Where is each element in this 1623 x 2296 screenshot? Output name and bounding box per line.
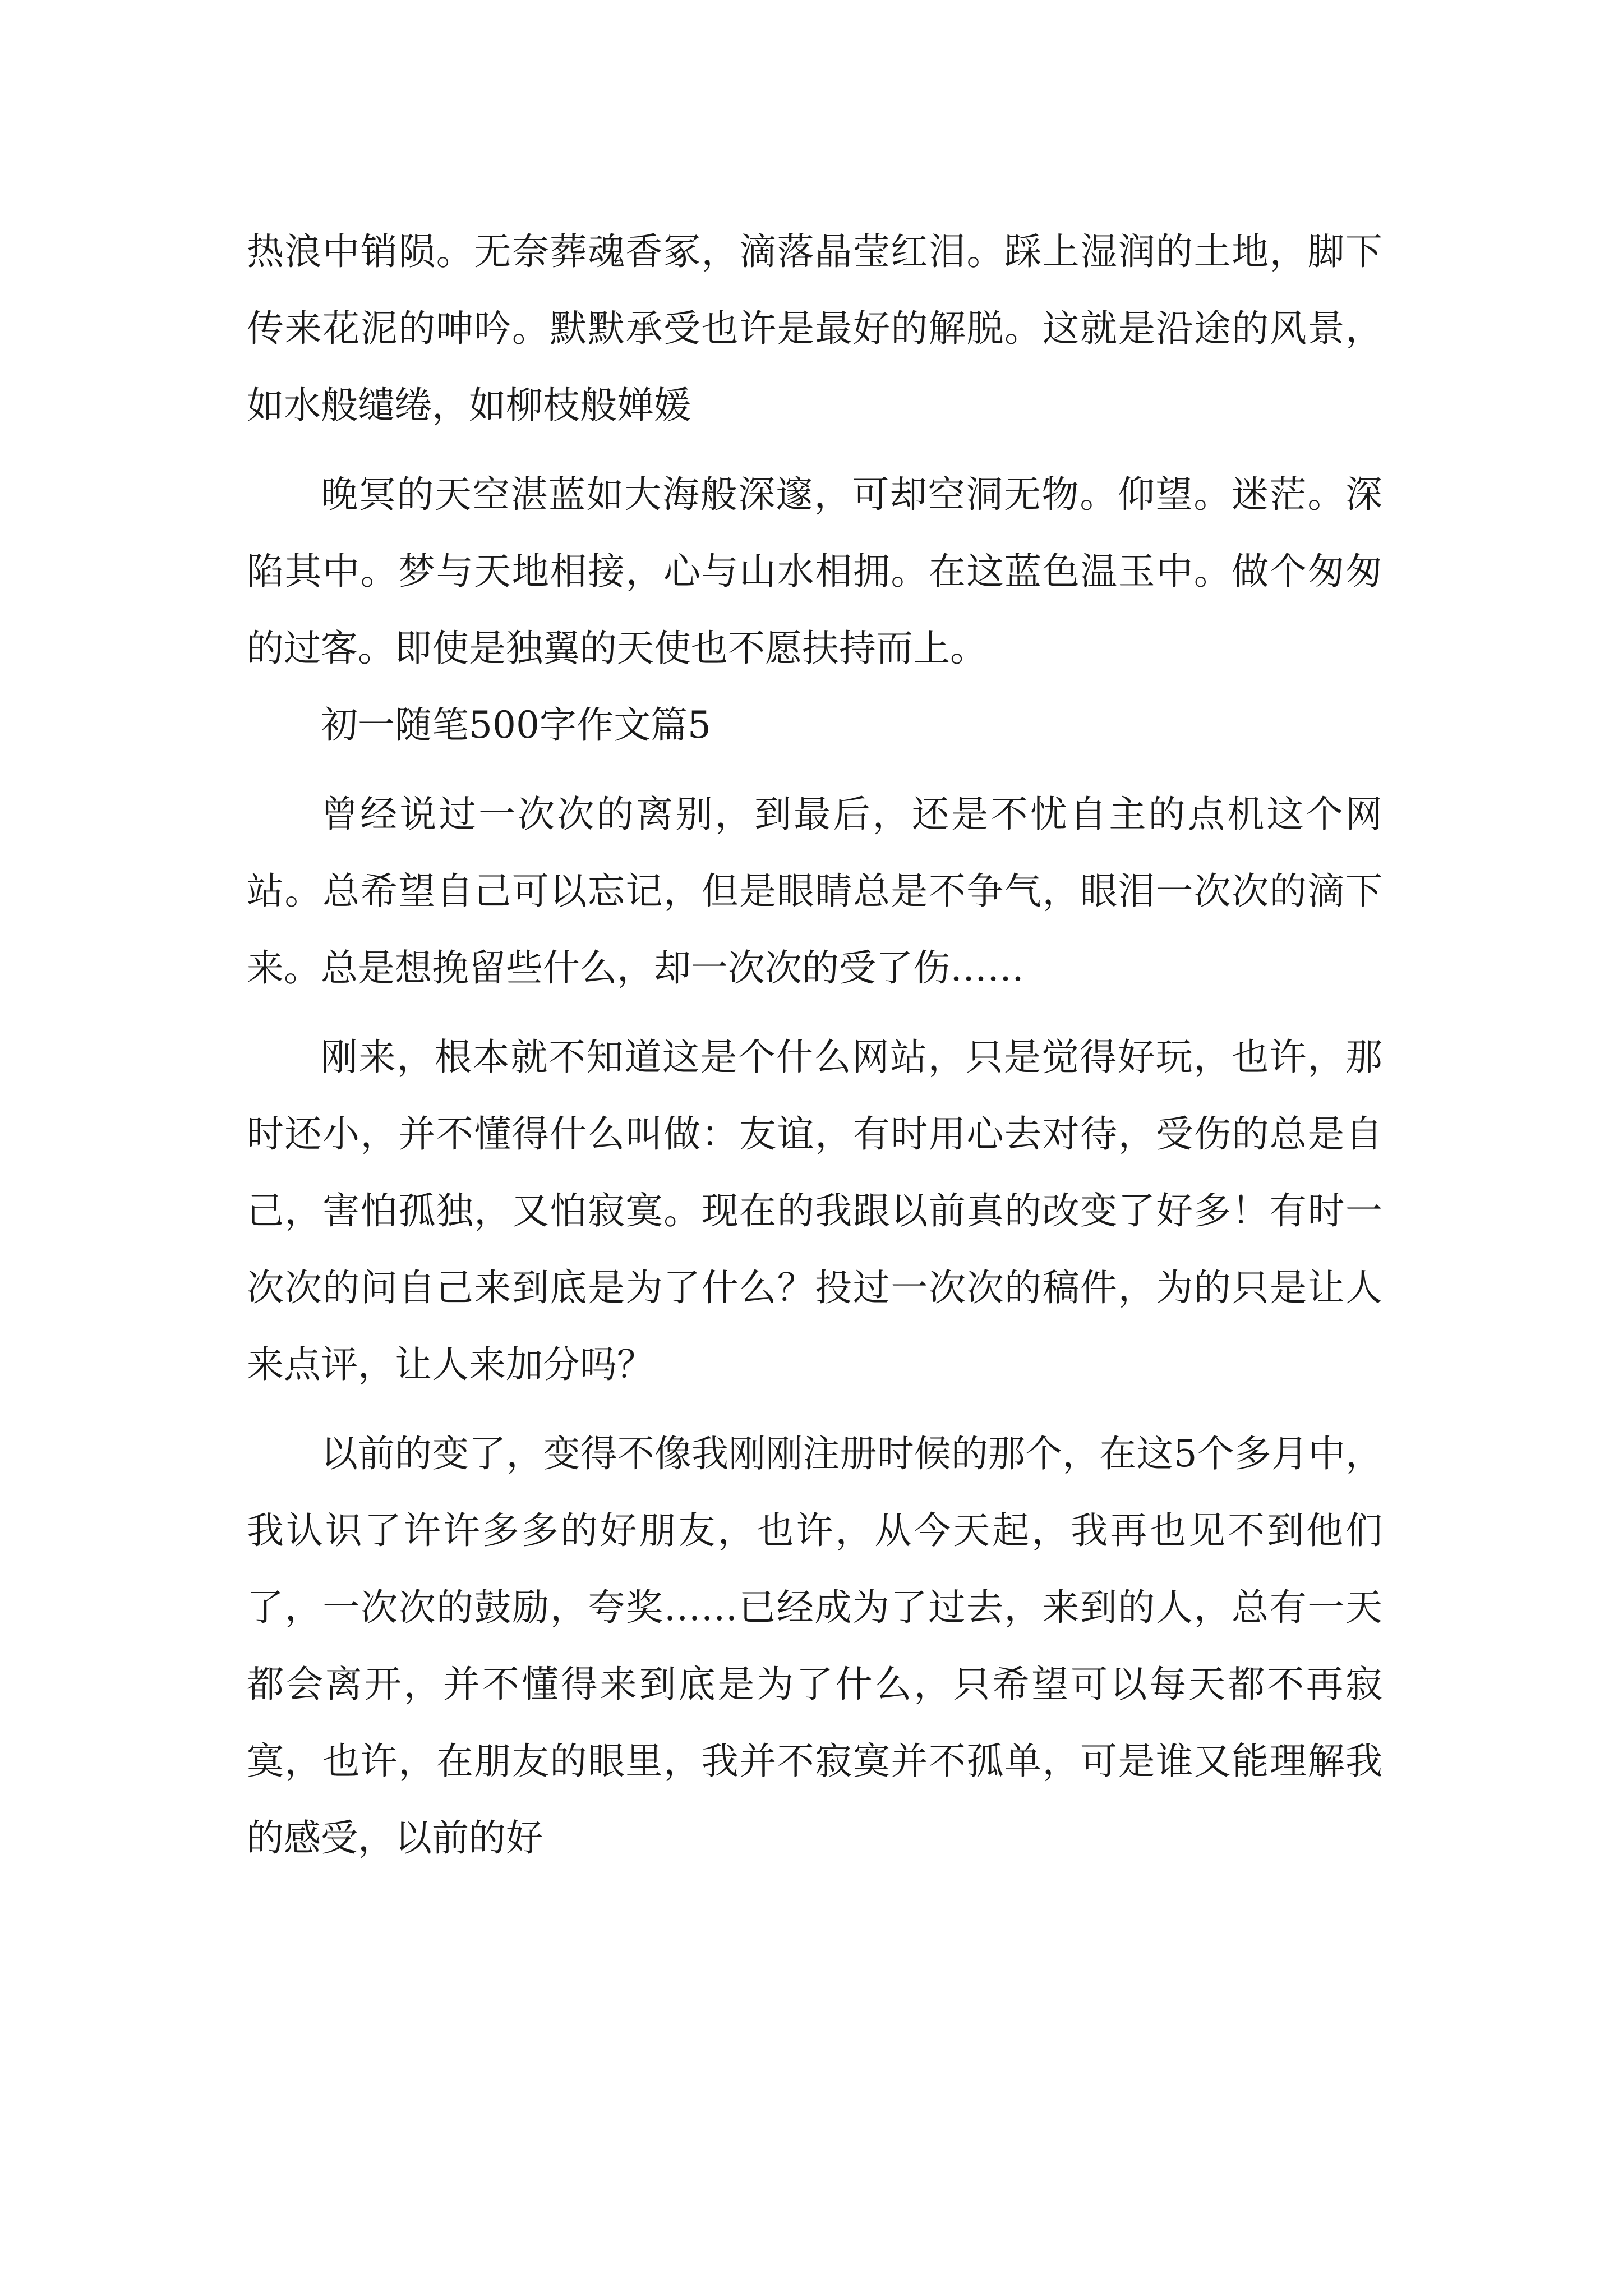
- paragraph-changes: 以前的变了，变得不像我刚刚注册时候的那个，在这5个多月中，我认识了许许多多的好朋友，也许，从今天起，我再也见不到他们了，一次次的鼓励，夸奖……已经成为了过去，来到的人，总有一天都会离开，并不懂得来到底是为了什么，只希望可以每天都不再寂寞，也许，在朋友的眼里，我并不寂寞并不孤单，可是谁又能理解我的感受，以前的好: [247, 1432, 1382, 1860]
- section-title: 初一随笔500字作文篇5: [321, 703, 711, 747]
- paragraph-farewell: 曾经说过一次次的离别，到最后，还是不忧自主的点机这个网站。总希望自己可以忘记，但是眼睛总是不争气，眼泪一次次的滴下来。总是想挽留些什么，却一次次的受了伤……: [247, 793, 1382, 990]
- paragraph-continued: 热浪中销陨。无奈葬魂香冢，滴落晶莹红泪。踩上湿润的土地，脚下传来花泥的呻吟。默默承受也许是最好的解脱。这就是沿途的风景，如水般缱绻，如柳枝般婵媛: [247, 230, 1382, 427]
- document-page: [247, 213, 1382, 1876]
- paragraph-sky: 晚冥的天空湛蓝如大海般深邃，可却空洞无物。仰望。迷茫。深陷其中。梦与天地相接，心与山水相拥。在这蓝色温玉中。做个匆匆的过客。即使是独翼的天使也不愿扶持而上。: [247, 473, 1382, 670]
- paragraph-first-arrival: 刚来，根本就不知道这是个什么网站，只是觉得好玩，也许，那时还小，并不懂得什么叫做：友谊，有时用心去对待，受伤的总是自己，害怕孤独，又怕寂寞。现在的我跟以前真的改变了好多！有时一次次的问自己来到底是为了什么？投过一次次的稿件，为的只是让人来点评，让人来加分吗？: [247, 1036, 1382, 1386]
